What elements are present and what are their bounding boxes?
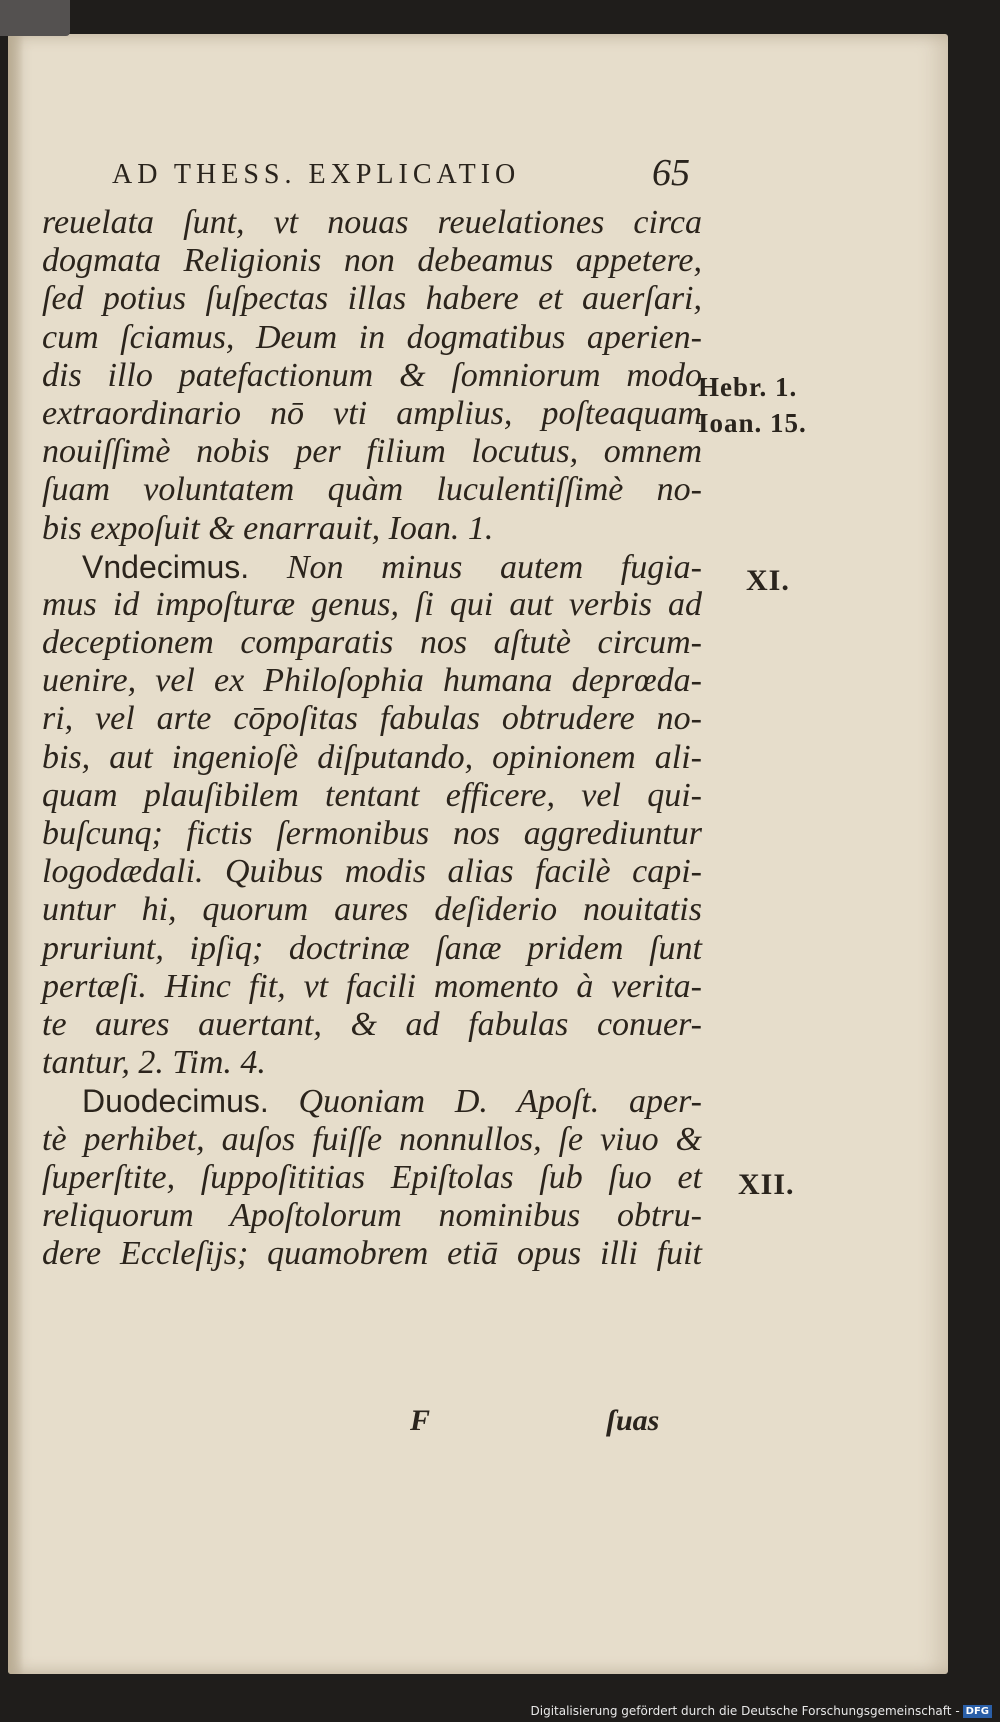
text-line: dere Eccleſijs; quamobrem etiā opus illi fuit [42, 1235, 702, 1273]
text-line: nouiſſimè nobis per filium locutus, omnem [42, 433, 702, 471]
signature-mark: F [410, 1404, 431, 1437]
text-line: dogmata Religionis non debeamus appetere, [42, 242, 702, 280]
main-text [42, 204, 702, 1273]
text-line: cum ſciamus, Deum in dogmatibus aperien- [42, 318, 702, 356]
text-line: ſed potius ſuſpectas illas habere et auerſari, [42, 280, 702, 318]
text-line: untur hi, quorum aures deſiderio nouitatis [42, 891, 702, 929]
text-line: ſuperſtite, ſuppoſititias Epiſtolas ſub ſuo et [42, 1158, 702, 1196]
section-xii-lead: Duodecimus. [82, 1083, 269, 1120]
margin-note-ioan: Ioan. 15. [698, 408, 807, 438]
digitization-footer [531, 1704, 993, 1718]
text-line: extraordinario nō vti amplius, poſteaquam [42, 394, 702, 432]
text-line: uenire, vel ex Philoſophia humana deprœda- [42, 662, 702, 700]
section-xii-first-text: Quoniam D. Apoſt. aper- [298, 1083, 702, 1121]
text-line: tè perhibet, auſos fuiſſe nonnullos, ſe viuo & [42, 1120, 702, 1158]
text-line: ri, vel arte cōpoſitas fabulas obtrudere no- [42, 700, 702, 738]
text-line: mus id impoſturæ genus, ſi qui aut verbis ad [42, 585, 702, 623]
text-line: ſuam voluntatem quàm luculentiſſimè no- [42, 471, 702, 509]
text-line: te aures auertant, & ad fabulas conuer- [42, 1005, 702, 1043]
catchword: ſuas [606, 1404, 660, 1437]
text-line: dis illo patefactionum & ſomniorum modo [42, 356, 702, 394]
text-line: reliquorum Apoſtolorum nominibus obtru- [42, 1196, 702, 1234]
margin-note-xii: XII. [738, 1168, 795, 1201]
margin-note-xi: XI. [746, 564, 790, 597]
text-line: quam plauſibilem tentant efficere, vel qui- [42, 776, 702, 814]
text-line: reuelata ſunt, vt nouas reuelationes circa [42, 204, 702, 241]
dfg-logo-icon: DFG [963, 1705, 992, 1718]
text-line: logodædali. Quibus modis alias facilè capi- [42, 853, 702, 891]
section-xi-first-line [42, 548, 702, 586]
section-xi-lead: Vndecimus. [82, 548, 250, 585]
page-gutter-shadow [8, 34, 24, 1674]
running-head: AD THESS. EXPLICATIO [112, 159, 521, 190]
footer-text: Digitalisierung gefördert durch die Deutsche Forschungsgemeinschaft - [530, 1704, 960, 1718]
text-line: deceptionem comparatis nos aſtutè circum- [42, 624, 702, 662]
book-page [8, 34, 948, 1674]
text-line: bis, aut ingenioſè diſputando, opinionem ali- [42, 738, 702, 776]
page-header [112, 151, 712, 195]
text-line: tantur, 2. Tim. 4. [42, 1044, 266, 1082]
page-number: 65 [652, 152, 690, 194]
section-xii-first-line [42, 1082, 702, 1120]
scan-corner-tab [0, 0, 70, 36]
margin-note-hebr: Hebr. 1. [698, 372, 798, 402]
text-line: pertæſi. Hinc fit, vt facili momento à verita- [42, 967, 702, 1005]
text-line: bis expoſuit & enarrauit, Ioan. 1. [42, 509, 494, 547]
text-line: pruriunt, ipſiq; doctrinæ ſanæ pridem ſunt [42, 929, 702, 967]
section-xi-first-text: Non minus autem fugia- [286, 548, 703, 586]
text-line: buſcunq; fictis ſermonibus nos aggrediuntur [42, 815, 702, 852]
